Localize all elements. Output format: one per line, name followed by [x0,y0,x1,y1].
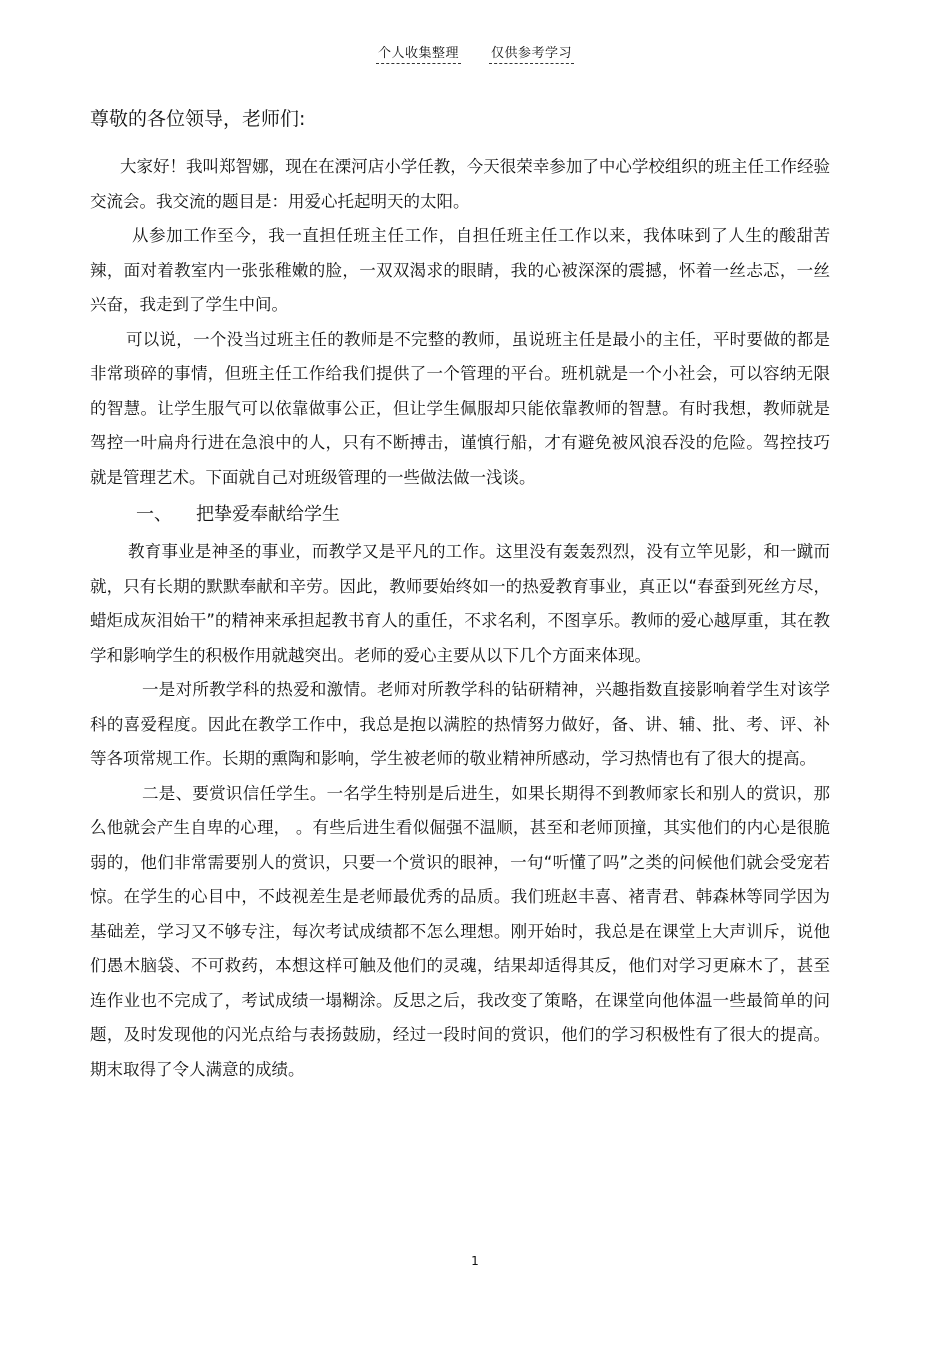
header-right-text: 仅供参考学习 [489,42,574,64]
paragraph-education: 教育事业是神圣的事业，而教学又是平凡的工作。这里没有轰轰烈烈，没有立竿见影，和一蹴而就，只有长期的默默奉献和辛劳。因此，教师要始终如一的热爱教育事业，真正以“春蚕到死丝方尽，蜡炬成灰泪始干”的精神来承担起教书育人的重任，不求名利，不图享乐。教师的爱心越厚重，其在教学和影响学生的积极作用就越突出。老师的爱心主要从以下几个方面来体现。 [90,542,830,665]
paragraph-intro: 大家好！我叫郑智娜，现在在溧河店小学任教，今天很荣幸参加了中心学校组织的班主任工作经验交流会。我交流的题目是：用爱心托起明天的太阳。 [90,157,830,211]
section-number: 一、 [136,504,172,525]
paragraph-experience: 从参加工作至今，我一直担任班主任工作，自担任班主任工作以来，我体味到了人生的酸甜苦辣，面对着教室内一张张稚嫩的脸，一双双渴求的眼睛，我的心被深深的震撼，怀着一丝忐忑，一丝兴奋，我走到了学生中间。 [90,226,830,314]
document-body [90,150,830,1087]
section-title: 把挚爱奉献给学生 [196,504,340,525]
paragraph-point-one: 一是对所教学科的热爱和激情。老师对所教学科的钻研精神，兴趣指数直接影响着学生对该学科的喜爱程度。因此在教学工作中，我总是抱以满腔的热情努力做好，备、讲、辅、批、考、评、补等各项常规工作。长期的熏陶和影响，学生被老师的敬业精神所感动，学习热情也有了很大的提高。 [90,680,830,768]
salutation: 尊敬的各位领导，老师们: [90,108,306,130]
page-number: 1 [471,1254,479,1268]
paragraph-head-teacher: 可以说，一个没当过班主任的教师是不完整的教师，虽说班主任是最小的主任，平时要做的都是非常琐碎的事情，但班主任工作给我们提供了一个管理的平台。班机就是一个小社会，可以容纳无限的智慧。让学生服气可以依靠做事公正，但让学生佩服却只能依靠教师的智慧。有时我想，教师就是驾控一叶扁舟行进在急浪中的人，只有不断搏击，谨慎行船，才有避免被风浪吞没的危险。驾控技巧就是管理艺术。下面就自己对班级管理的一些做法做一浅谈。 [90,329,830,487]
header-left-text: 个人收集整理 [376,42,461,64]
paragraph-point-two: 二是、要赏识信任学生。一名学生特别是后进生，如果长期得不到教师家长和别人的赏识，那么他就会产生自卑的心理， 。有些后进生看似倔强不温顺，甚至和老师顶撞，其实他们的内心是很脆弱的，他们非常需要别人的赏识，只要一个赏识的眼神，一句“听懂了吗”之类的问候他们就会受宠若惊。在学生的心目中，不歧视差生是老师最优秀的品质。我们班赵丰喜、褚青君、韩森林等同学因为基础差，学习又不够专注，每次考试成绩都不怎么理想。刚开始时，我总是在课堂上大声训斥，说他们愚木脑袋、不可救药，本想这样可触及他们的灵魂，结果却适得其反，他们对学习更麻木了，甚至连作业也不完成了，考试成绩一塌糊涂。反思之后，我改变了策略，在课堂向他体温一些最简单的问题，及时发现他的闪光点给与表扬鼓励，经过一段时间的赏识，他们的学习积极性有了很大的提高。期末取得了令人满意的成绩。 [90,783,830,1079]
page-header [0,42,950,64]
section-heading-1 [90,495,830,535]
